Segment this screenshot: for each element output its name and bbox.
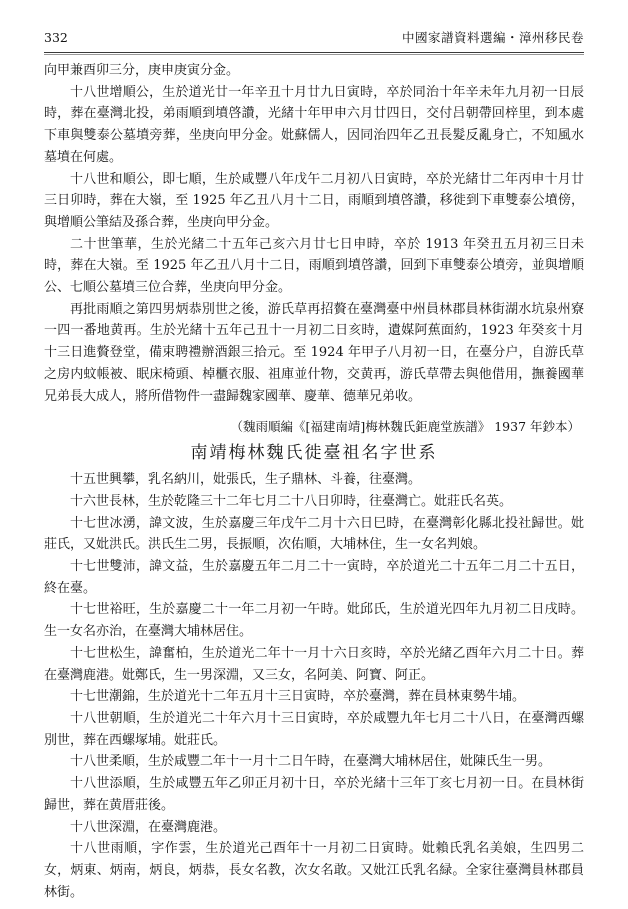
paragraph: 十五世興攀，乳名納川，妣張氏，生子鼎林、斗養，往臺灣。 bbox=[70, 472, 422, 488]
paragraph: 十八世和順公，即七順，生於咸豐八年戊午二月初八日寅時，卒於光緒廿二年丙申十月廿三日卯時，葬在大嶺，至 1925 年乙丑八月十二日，雨順到墳啓讚，移徙到下車雙泰公墳傍，與增順公筆結及孫合葬，坐庚向甲分金。 bbox=[44, 171, 584, 230]
paragraph: 二十世筆華，生於光緒二十五年己亥六月廿七日申時，卒於 1913 年癸丑五月初三日未時，葬在大嶺。至 1925 年乙丑八月十二日，雨順到墳啓讚，回到下車雙泰公墳旁，並與增順公、七順公墓墳三位合葬，坐庚向甲分金。 bbox=[44, 236, 584, 296]
paragraph: 十六世長林，生於乾隆三十二年七月二十八日卯時，往臺灣亡。妣莊氏名英。 bbox=[70, 493, 513, 509]
paragraph: 十七世雙沛，諱文益，生於嘉慶五年二月二十一寅時，卒於道光二十五年二月二十五日，終在臺。 bbox=[44, 559, 584, 596]
section-title: 南靖梅林魏氏徙臺祖名字世系 bbox=[190, 443, 438, 464]
source-citation: （魏雨順編《[福建南靖]梅林魏氏鉅鹿堂族譜》 1937 年鈔本） bbox=[230, 419, 580, 435]
paragraph: 十八世柔順，生於咸豐二年十一月十二日午時，在臺灣大埔林居住，妣陳氏生一男。 bbox=[70, 754, 552, 770]
body-text bbox=[44, 60, 584, 901]
paragraph: 十八世添順，生於咸豐五年乙卯正月初十日，卒於光緒十三年丁亥七月初一日。在員林街歸世，葬在黄厝莊後。 bbox=[44, 776, 584, 813]
paragraph: 再批雨順之第四男炳恭別世之後，游氏草再招贅在臺灣臺中州員林郡員林街湖水坑泉州寮一四一番地黄再。生於光緒十五年己丑十一月初二日亥時，遺媒阿蕉面約，1923 年癸亥十月十三日進贅登堂，備束聘禮辦酒銀三拾元。至 1924 年甲子八月初一日，在臺分户，自游氏草之房内蚊帳被、眠床椅頭、棹櫃衣服、祖庫並什物，交黄再，游氏草帶去與他借用，撫養國華兄弟長大成人，將所借物件一盡歸魏家國華、慶華、德華兄弟收。 bbox=[44, 301, 584, 404]
paragraph: 向甲兼酉卯三分，庚申庚寅分金。 bbox=[44, 63, 240, 78]
paragraph: 十七世松生，諱奮柏，生於道光二年十一月十六日亥時，卒於光緒乙酉年六月二十日。葬在臺灣鹿港。妣鄭氏，生一男深淵，又三女，名阿美、阿寶、阿正。 bbox=[44, 645, 584, 683]
header-rule bbox=[44, 52, 584, 53]
paragraph: 十八世增順公，生於道光廿一年辛丑十月廿九日寅時，卒於同治十年辛未年九月初一日辰時，葬在臺灣北投，弟雨順到墳啓讚，光緒十年甲申六月廿四日，交付吕朝帶回梓里，到本處下車與雙泰公墓墳旁葬，坐庚向甲分金。妣蘇儒人，因同治四年乙丑長髮反亂身亡，不知風水墓墳在何處。 bbox=[44, 84, 584, 165]
paragraph: 十八世雨順，字作雲，生於道光己酉年十一月初二日寅時。妣賴氏乳名美娘，生四男二女，炳東、炳南，炳良，炳恭，長女名教，次女名敢。又妣江氏乳名緑。全家往臺灣員林郡員林街。 bbox=[44, 841, 584, 900]
paragraph: 十七世冰湧，諱文波，生於嘉慶三年戊午二月十六日巳時，在臺灣彰化縣北投社歸世。妣莊氏，又妣洪氏。洪氏生二男，長振順，次佑順，大埔林住，生一女名判娘。 bbox=[44, 515, 584, 553]
page-number: 332 bbox=[44, 30, 68, 45]
paragraph: 十七世潮錦，生於道光十二年五月十三日寅時，卒於臺灣，葬在員林東勢牛埔。 bbox=[70, 689, 526, 705]
paragraph: 十八世朝順，生於道光二十年六月十三日寅時，卒於咸豐九年七月二十八日，在臺灣西螺別世，葬在西螺塚埔。妣莊氏。 bbox=[44, 710, 584, 748]
running-title: 中國家譜資料選編・漳州移民卷 bbox=[401, 30, 584, 45]
page-header bbox=[44, 30, 584, 46]
paragraph: 十八世深淵，在臺灣鹿港。 bbox=[70, 819, 227, 835]
paragraph: 十七世裕旺，生於嘉慶二十一年二月初一午時。妣邱氏，生於道光四年九月初二日戌時。生一女名亦治，在臺灣大埔林居住。 bbox=[44, 602, 584, 640]
